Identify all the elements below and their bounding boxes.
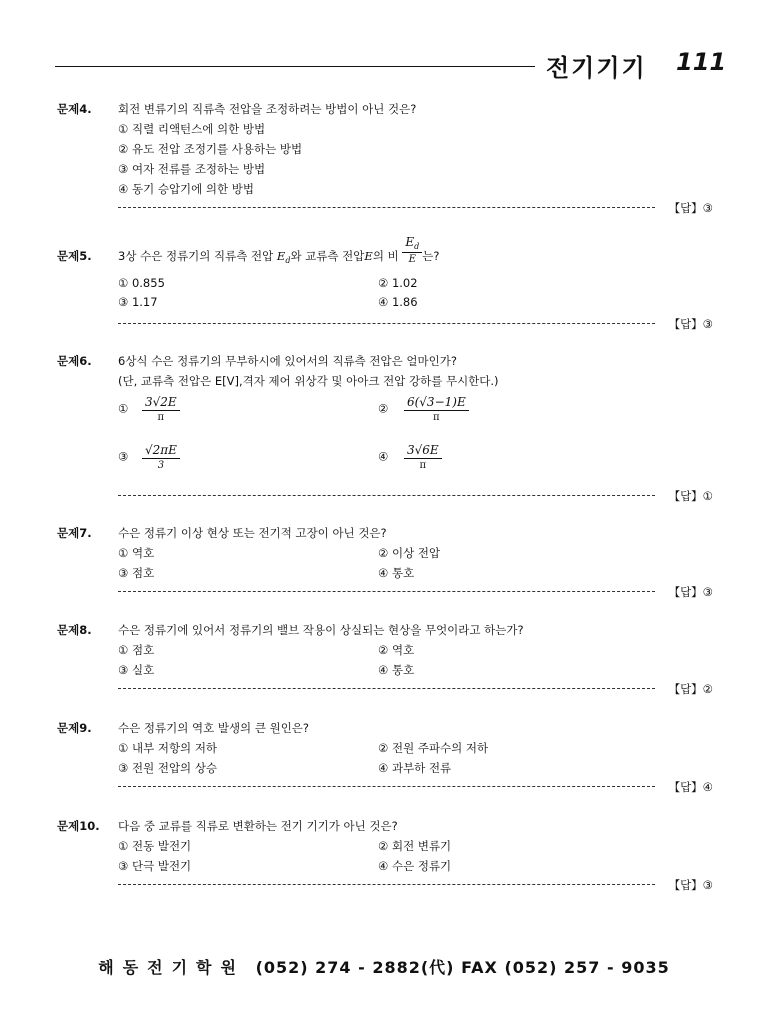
question-text: 수은 정류기 이상 현상 또는 전기적 고장이 아닌 것은?	[118, 526, 387, 540]
page-number: 111	[676, 48, 727, 76]
dashed-leader	[118, 786, 655, 787]
option-mark: ②	[378, 401, 389, 416]
question-label: 문제9.	[57, 721, 92, 735]
option-4: ④ 수은 정류기	[378, 859, 452, 873]
question-text-part: 와 교류측 전압	[290, 249, 365, 263]
question-label: 문제7.	[57, 526, 92, 540]
question-label: 문제5.	[57, 249, 92, 263]
question-text: 수은 정류기의 역호 발생의 큰 원인은?	[118, 721, 310, 735]
option-4: ④ 1.86	[378, 295, 418, 309]
answer-line	[118, 779, 713, 794]
answer-line	[118, 488, 713, 503]
header-rule	[55, 66, 535, 67]
answer-label: 【답】③	[668, 878, 713, 892]
question-text	[118, 234, 440, 265]
option-3: ③ 1.17	[118, 295, 158, 309]
option-2: ② 회전 변류기	[378, 839, 452, 853]
option-fraction: $\frac{√2\pi E}{3}$	[142, 443, 180, 471]
question-label: 문제10.	[57, 819, 100, 833]
dashed-leader	[118, 323, 655, 324]
option-fraction: $\frac{6(√3-1)E}{\pi}$	[404, 395, 469, 423]
option-1: ① 전동 발전기	[118, 839, 192, 853]
option-3: ③ 여자 전류를 조정하는 방법	[118, 162, 266, 176]
academy-name: 해동전기학원	[98, 958, 245, 977]
dashed-leader	[118, 495, 655, 496]
option-2: ② 유도 전압 조정기를 사용하는 방법	[118, 142, 303, 156]
page-footer	[0, 955, 768, 978]
question-label: 문제8.	[57, 623, 92, 637]
option-4: ④ 동기 승압기에 의한 방법	[118, 182, 255, 196]
answer-line	[118, 200, 713, 215]
answer-line	[118, 584, 713, 599]
option-1	[118, 395, 180, 423]
option-2: ② 전원 주파수의 저하	[378, 741, 489, 755]
ratio-fraction: $\frac{E_d}{E}$	[402, 235, 422, 265]
option-2: ② 이상 전압	[378, 546, 441, 560]
option-4	[378, 443, 442, 471]
answer-label: 【답】③	[668, 317, 713, 331]
option-fraction: $\frac{3√6E}{\pi}$	[404, 443, 442, 471]
option-2: ② 역호	[378, 643, 415, 657]
option-1: ① 직렬 리액턴스에 의한 방법	[118, 122, 266, 136]
answer-line	[118, 681, 713, 696]
question-text-part: 는?	[422, 249, 440, 263]
question-text-part: 3상 수은 정류기의 직류측 전압	[118, 249, 277, 263]
page-subject: 전기기기	[546, 54, 647, 82]
dashed-leader	[118, 591, 655, 592]
answer-line	[118, 877, 713, 892]
option-1: ① 0.855	[118, 276, 165, 290]
dashed-leader	[118, 207, 655, 208]
math-var: E	[364, 249, 373, 263]
question-text-part: 의 비	[372, 249, 403, 263]
question-text: 다음 중 교류를 직류로 변환하는 전기 기기가 아닌 것은?	[118, 819, 398, 833]
option-1: ① 점호	[118, 643, 155, 657]
answer-label: 【답】③	[668, 201, 713, 215]
answer-label: 【답】④	[668, 780, 713, 794]
question-label: 문제6.	[57, 354, 92, 368]
option-3: ③ 단극 발전기	[118, 859, 192, 873]
dashed-leader	[118, 884, 655, 885]
option-3: ③ 전원 전압의 상승	[118, 761, 218, 775]
question-text: 수은 정류기에 있어서 정류기의 밸브 작용이 상실되는 현상을 무엇이라고 하는가?	[118, 623, 524, 637]
option-mark: ①	[118, 401, 129, 416]
option-1: ① 역호	[118, 546, 155, 560]
math-var: $E_d$	[276, 249, 291, 265]
option-mark: ④	[378, 449, 389, 464]
contact-info: (052) 274 - 2882(代) FAX (052) 257 - 9035	[255, 958, 670, 977]
option-4: ④ 통호	[378, 566, 415, 580]
option-2	[378, 395, 469, 423]
option-mark: ③	[118, 449, 129, 464]
question-note: (단, 교류측 전압은 E[V],격자 제어 위상각 및 아아크 전압 강하를 무시한다.)	[118, 374, 499, 388]
answer-label: 【답】③	[668, 585, 713, 599]
option-3	[118, 443, 180, 471]
option-2: ② 1.02	[378, 276, 418, 290]
option-3: ③ 실호	[118, 663, 155, 677]
answer-label: 【답】①	[668, 489, 713, 503]
question-label: 문제4.	[57, 102, 92, 116]
option-1: ① 내부 저항의 저하	[118, 741, 218, 755]
answer-line	[118, 316, 713, 331]
question-text: 6상식 수은 정류기의 무부하시에 있어서의 직류측 전압은 얼마인가?	[118, 354, 457, 368]
answer-label: 【답】②	[668, 682, 713, 696]
dashed-leader	[118, 688, 655, 689]
option-4: ④ 통호	[378, 663, 415, 677]
option-4: ④ 과부하 전류	[378, 761, 452, 775]
question-text: 회전 변류기의 직류측 전압을 조정하려는 방법이 아닌 것은?	[118, 102, 417, 116]
option-fraction: $\frac{3√2E}{\pi}$	[142, 395, 180, 423]
option-3: ③ 점호	[118, 566, 155, 580]
